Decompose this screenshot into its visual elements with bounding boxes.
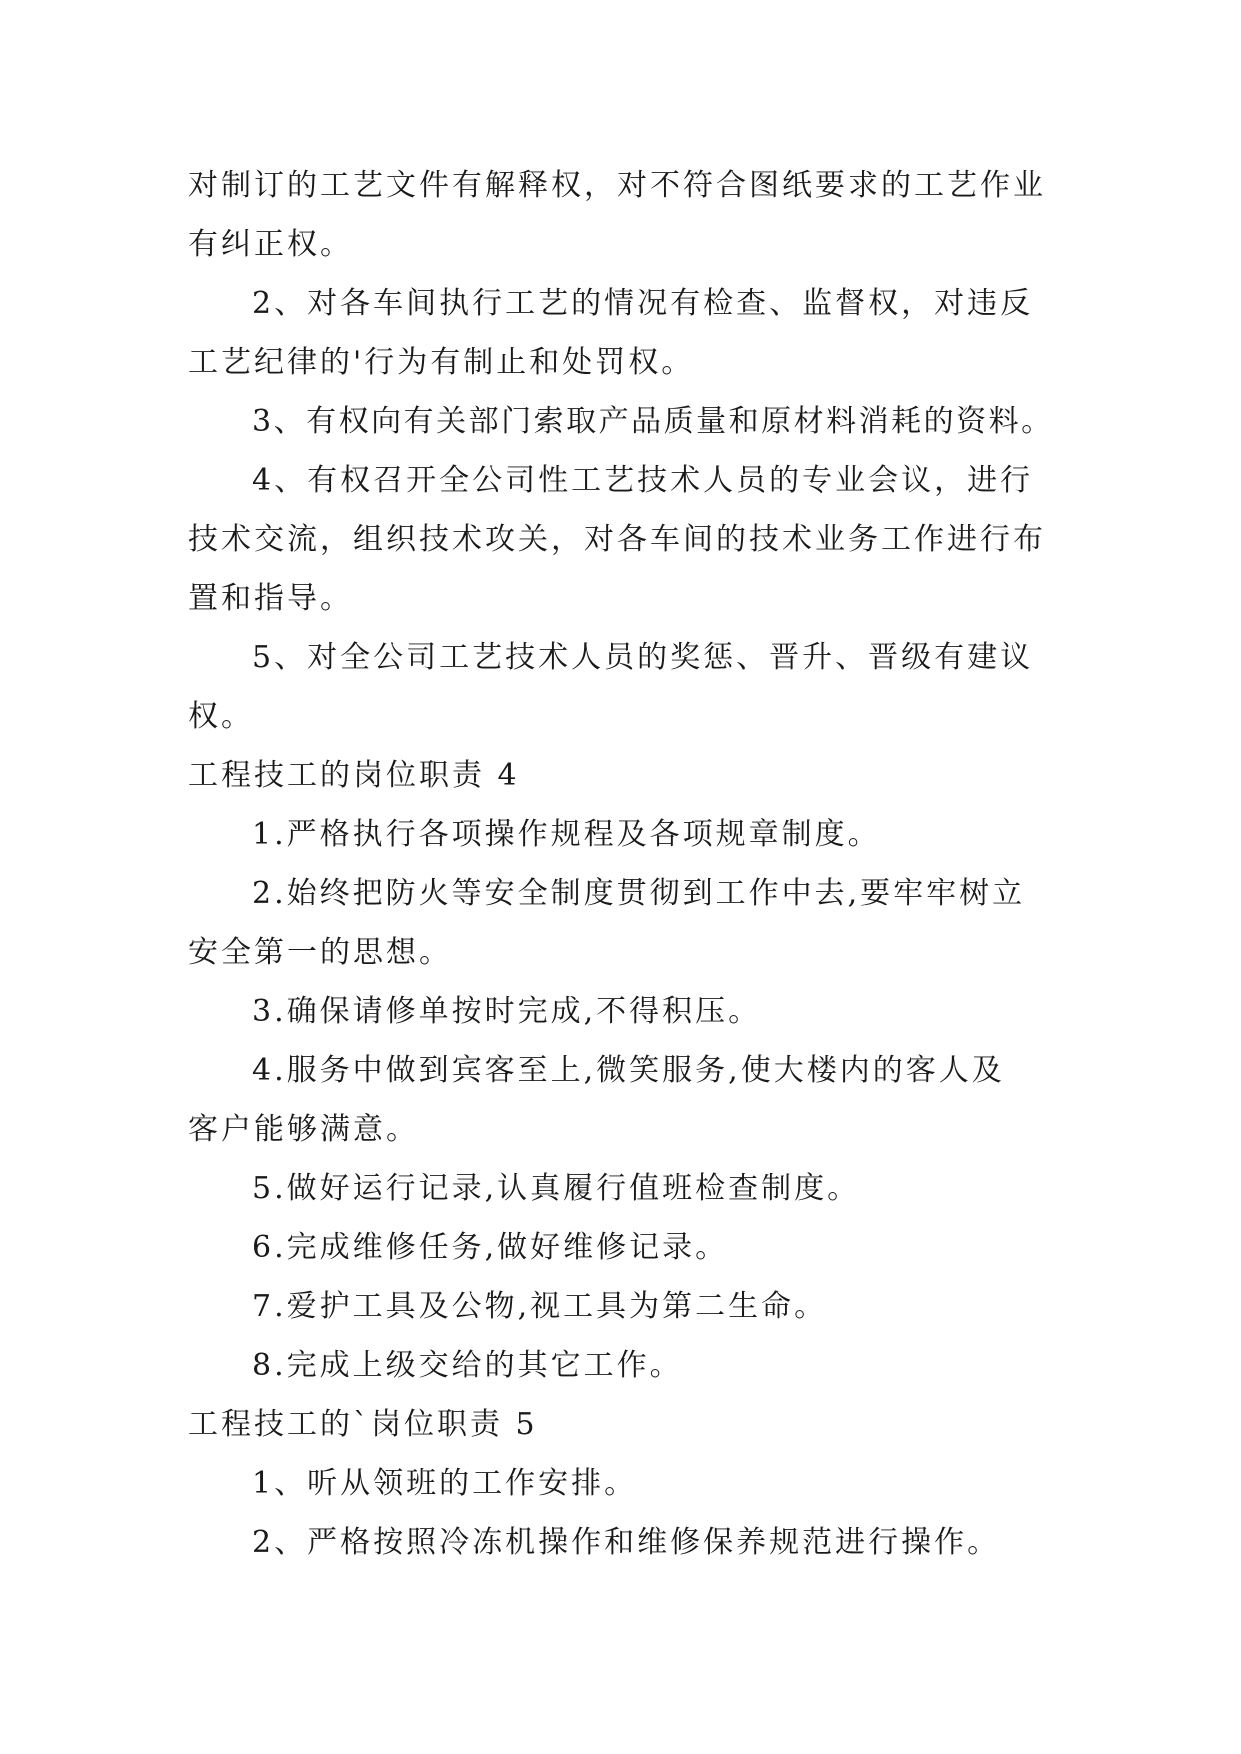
text-line: 3.确保请修单按时完成,不得积压。	[252, 994, 762, 1029]
text-line: 有纠正权。	[188, 227, 353, 262]
text-line: 7.爱护工具及公物,视工具为第二生命。	[252, 1289, 828, 1324]
text-line: 置和指导。	[188, 581, 353, 616]
text-line: 2、对各车间执行工艺的情况有检查、监督权，对违反	[252, 286, 1034, 321]
text-line: 工艺纪律的'行为有制止和处罚权。	[188, 345, 695, 380]
text-line: 4、有权召开全公司性工艺技术人员的专业会议，进行	[252, 463, 1034, 498]
text-line: 4.服务中做到宾客至上,微笑服务,使大楼内的客人及	[252, 1053, 1005, 1088]
text-line: 5.做好运行记录,认真履行值班检查制度。	[252, 1171, 861, 1206]
text-line: 5、对全公司工艺技术人员的奖惩、晋升、晋级有建议	[252, 640, 1034, 675]
text-line: 2.始终把防火等安全制度贯彻到工作中去,要牢牢树立	[252, 876, 1026, 911]
text-line: 权。	[188, 699, 254, 734]
text-line: 对制订的工艺文件有解释权，对不符合图纸要求的工艺作业	[188, 168, 1046, 203]
text-line: 安全第一的思想。	[188, 935, 452, 970]
text-line: 6.完成维修任务,做好维修记录。	[252, 1230, 729, 1265]
section-heading: 工程技工的岗位职责 4	[188, 758, 520, 793]
section-heading: 工程技工的`岗位职责 5	[188, 1407, 538, 1442]
text-line: 1、听从领班的工作安排。	[252, 1466, 638, 1501]
text-line: 1.严格执行各项操作规程及各项规章制度。	[252, 817, 881, 852]
text-line: 8.完成上级交给的其它工作。	[252, 1348, 683, 1383]
text-line: 3、有权向有关部门索取产品质量和原材料消耗的资料。	[252, 404, 1054, 439]
text-line: 客户能够满意。	[188, 1112, 419, 1147]
text-line: 技术交流，组织技术攻关，对各车间的技术业务工作进行布	[188, 522, 1046, 557]
text-line: 2、严格按照冷冻机操作和维修保养规范进行操作。	[252, 1525, 1001, 1560]
